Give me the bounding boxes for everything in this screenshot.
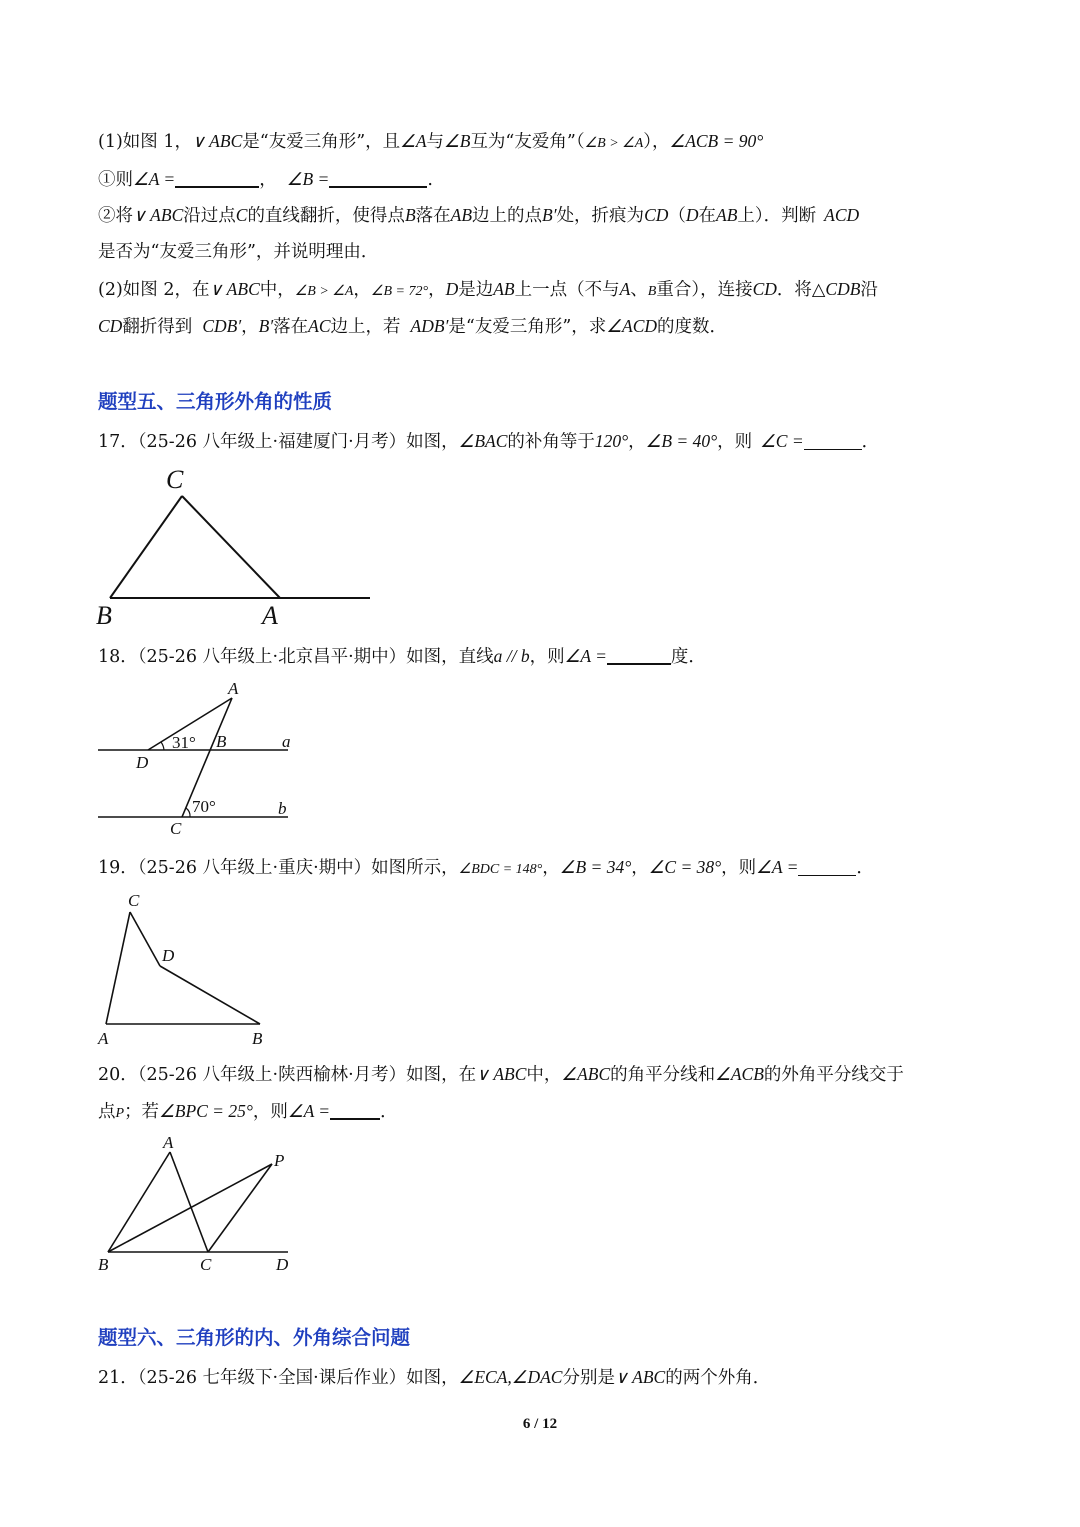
angle-arc-70: [186, 808, 190, 817]
angle-arc-31: [161, 742, 164, 750]
label-C: C: [170, 819, 182, 838]
segment-BP: [108, 1164, 272, 1252]
label-A: A: [262, 601, 278, 630]
q16-part2-line1: (2)如图 2，在∨ ABC中，∠B > ∠A，∠B = 72°，D是边AB上一点（不与A、B重合），连接CD．将△CDB沿: [98, 279, 878, 300]
q17-figure: [90, 462, 390, 632]
q16-part2-line2: CD翻折得到 CDB′，B′落在AC边上，若 ADB′是“友爱三角形”，求∠ACD的度数．: [98, 316, 728, 337]
label-P: P: [274, 1151, 285, 1170]
segment-CA: [182, 496, 280, 598]
answer-blank[interactable]: [330, 1100, 380, 1120]
label-B: B: [252, 1029, 263, 1048]
segment-AC: [106, 912, 130, 1024]
segment-PC: [208, 1164, 272, 1252]
q19-figure: [90, 888, 280, 1048]
segment-BA: [108, 1152, 170, 1252]
label-D: D: [162, 946, 175, 965]
answer-blank[interactable]: [798, 857, 856, 876]
answer-blank[interactable]: [804, 431, 862, 450]
q16-part1-line2: ①则∠A = ， ∠B = .: [98, 169, 433, 190]
segment-DB: [160, 966, 260, 1024]
label-B: B: [96, 601, 112, 630]
q20-text-line2: 点P；若∠BPC = 25°，则∠A = ．: [98, 1101, 398, 1122]
answer-blank[interactable]: [175, 168, 259, 188]
q16-part1-line1: (1)如图 1，∨ ABC是“友爱三角形”，且∠A与∠B互为“友爱角”（∠B > ∠A），∠ACB = 90°: [98, 131, 764, 152]
label-D: D: [276, 1255, 289, 1274]
label-C: C: [128, 891, 140, 910]
section-heading-5: 题型五、三角形外角的性质: [98, 390, 333, 413]
answer-blank[interactable]: [329, 168, 427, 188]
label-A: A: [163, 1133, 174, 1152]
label-A: A: [98, 1029, 109, 1048]
label-C: C: [200, 1255, 212, 1274]
q18-text: 18．（25-26 八年级上·北京昌平·期中）如图，直线a // b，则∠A = 度．: [98, 646, 706, 667]
q20-figure: [90, 1134, 310, 1280]
label-B: B: [216, 732, 227, 751]
q21-text: 21．（25-26 七年级下·全国·课后作业）如图，∠ECA,∠DAC分别是∨ ABC的两个外角．: [98, 1367, 771, 1388]
q18-figure: [90, 676, 310, 846]
angle-label-31: 31°: [172, 733, 196, 752]
segment-BC: [110, 496, 182, 598]
q19-text: 19．（25-26 八年级上·重庆·期中）如图所示，∠BDC = 148°，∠B = 34°，∠C = 38°，则∠A = ．: [98, 857, 874, 878]
section-heading-6: 题型六、三角形的内、外角综合问题: [98, 1326, 411, 1349]
label-A: A: [228, 679, 239, 698]
label-C: C: [166, 465, 184, 494]
q16-part1-line4: 是否为“友爱三角形”，并说明理由．: [98, 242, 379, 262]
angle-label-70: 70°: [192, 797, 216, 816]
label-B: B: [98, 1255, 109, 1274]
q16-part1-line3: ②将∨ ABC沿过点C的直线翻折，使得点B落在AB边上的点B′处，折痕为CD（D在AB上）．判断 ACD: [98, 205, 860, 226]
label-D: D: [136, 753, 149, 772]
label-a: a: [282, 732, 291, 751]
segment-CD: [130, 912, 160, 966]
q20-text-line1: 20．（25-26 八年级上·陕西榆林·月考）如图，在∨ ABC中，∠ABC的角平分线和∠ACB的外角平分线交于: [98, 1064, 904, 1085]
page-number: 6 / 12: [522, 1416, 558, 1432]
label-b: b: [278, 799, 287, 818]
q17-text: 17．（25-26 八年级上·福建厦门·月考）如图，∠BAC的补角等于120°，∠B = 40°，则 ∠C = ．: [98, 431, 880, 452]
answer-blank[interactable]: [607, 645, 671, 665]
